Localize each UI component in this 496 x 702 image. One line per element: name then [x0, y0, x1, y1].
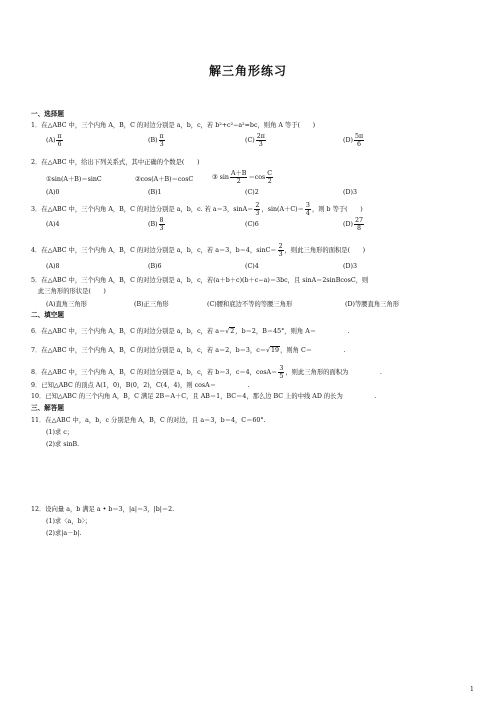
- q2-relation-1: ①sin(A＋B)＝sinC: [46, 176, 102, 183]
- q2-relation-2: ②cos(A＋B)＝cosC: [135, 176, 194, 183]
- q2-option-c: (C)2: [245, 189, 259, 196]
- question-5-stem-line-1: 5．在△ABC 中，三个内角 A，B，C 的对边分别是 a，b，c，若(a＋b＋c)(b＋c−a)＝3bc，且 sinA＝2sinBcosC，则: [31, 277, 369, 284]
- q4-option-d: (D)3: [343, 263, 357, 270]
- q5-option-a: (A)直角三角形: [46, 301, 87, 308]
- question-12-part-1: (1)求〈a，b〉；: [46, 518, 92, 525]
- question-8: 8．在△ABC 中，三个内角 A，B，C 的对边分别是 a，b，c，若 b＝3，c＝4，cosA＝ $\frac{3}{5}$ ，则此三角形的面积为 .: [31, 365, 382, 380]
- q3-option-b: (B) $\frac{8}{3}$: [148, 217, 164, 232]
- question-10: 10．已知△ABC 的三个内角 A，B，C 满足 2B＝A＋C，且 AB＝1，BC＝4，那么边 BC 上的中线 AD 的长为 .: [31, 393, 377, 400]
- question-12-part-2: (2)求|a－b|.: [46, 530, 82, 537]
- q1-option-b: (B) $\frac{\pi}{3}$: [148, 133, 164, 148]
- q4-option-a: (A)8: [46, 263, 60, 270]
- q1-option-c: (C) $\frac{2\pi}{3}$: [245, 133, 265, 148]
- question-3-stem: 3．在△ABC 中，三个内角 A，B，C 的对边分别是 a，b，c. 若 a＝3，sinA＝ $\frac{2}{3}$ ，sin(A＋C)＝ $\frac{3}{4}$ ，则 b 等于( ): [31, 202, 363, 217]
- q1-option-d: (D) $\frac{5\pi}{6}$: [343, 133, 364, 148]
- question-12-stem: 12．设向量 a，b 满足 a • b＝3，|a|＝3，|b|＝2.: [31, 506, 175, 513]
- section-heading-choice: 一、选择题: [31, 110, 64, 118]
- q2-option-b: (B)1: [148, 189, 162, 196]
- question-2-stem: 2．在△ABC 中，给出下列关系式，其中正确的个数是( ): [31, 159, 200, 166]
- q2-relation-3: ③ sin $\frac{A+B}{2}$ ＝cos $\frac{C}{2}$: [212, 170, 273, 185]
- question-7: 7．在△ABC 中，三个内角 A，B，C 的对边分别是 a，b，c，若 a＝2，b＝3，c＝√19，则角 C＝ .: [31, 347, 346, 354]
- q5-option-d: (D)等腰直角三角形: [345, 301, 400, 308]
- q2-option-a: (A)0: [46, 189, 60, 196]
- question-11-stem: 11．在△ABC 中，a，b，c 分别是角 A，B，C 的对边，且 a＝3，b＝4，C＝60°.: [31, 417, 266, 424]
- question-11-part-2: (2)求 sinB.: [46, 441, 80, 448]
- section-heading-answer: 三、解答题: [31, 404, 64, 412]
- question-9: 9．已知△ABC 的顶点 A(1，0)，B(0，2)，C(4，4)，则 cosA＝ .: [31, 382, 250, 389]
- question-1-stem: 1．在△ABC 中，三个内角 A，B，C 的对边分别是 a，b，c，若 b²+c²−a²=bc，则角 A 等于( ): [31, 122, 316, 129]
- page-title: 解三角形练习: [208, 64, 287, 78]
- q3-option-a: (A)4: [46, 221, 60, 228]
- question-4-stem: 4．在△ABC 中，三个内角 A，B，C 的对边分别是 a，b，c，若 a＝3，b＝4，sinC＝ $\frac{2}{3}$ ，则此三角形的面积是( ): [31, 243, 366, 258]
- q2-option-d: (D)3: [343, 189, 357, 196]
- question-6: 6．在△ABC 中，三个内角 A，B，C 的对边分别是 a，b，c，若 a＝√2，b＝2，B＝45°，则角 A＝ .: [31, 328, 350, 335]
- q5-option-b: (B)正三角形: [134, 301, 169, 308]
- q5-option-c: (C)腰和底边不等的等腰三角形: [207, 301, 293, 308]
- question-5-stem-line-2: 此三角形的形状是( ): [38, 288, 106, 295]
- section-heading-fill: 二、填空题: [31, 311, 64, 319]
- q3-option-d: (D) $\frac{27}{8}$: [343, 217, 363, 232]
- page-number: 1: [470, 686, 474, 693]
- q3-option-c: (C)6: [245, 221, 259, 228]
- q4-option-c: (C)4: [245, 263, 259, 270]
- q1-option-a: (A) $\frac{\pi}{6}$: [46, 133, 62, 148]
- q4-option-b: (B)6: [148, 263, 162, 270]
- question-11-part-1: (1)求 c；: [46, 429, 74, 436]
